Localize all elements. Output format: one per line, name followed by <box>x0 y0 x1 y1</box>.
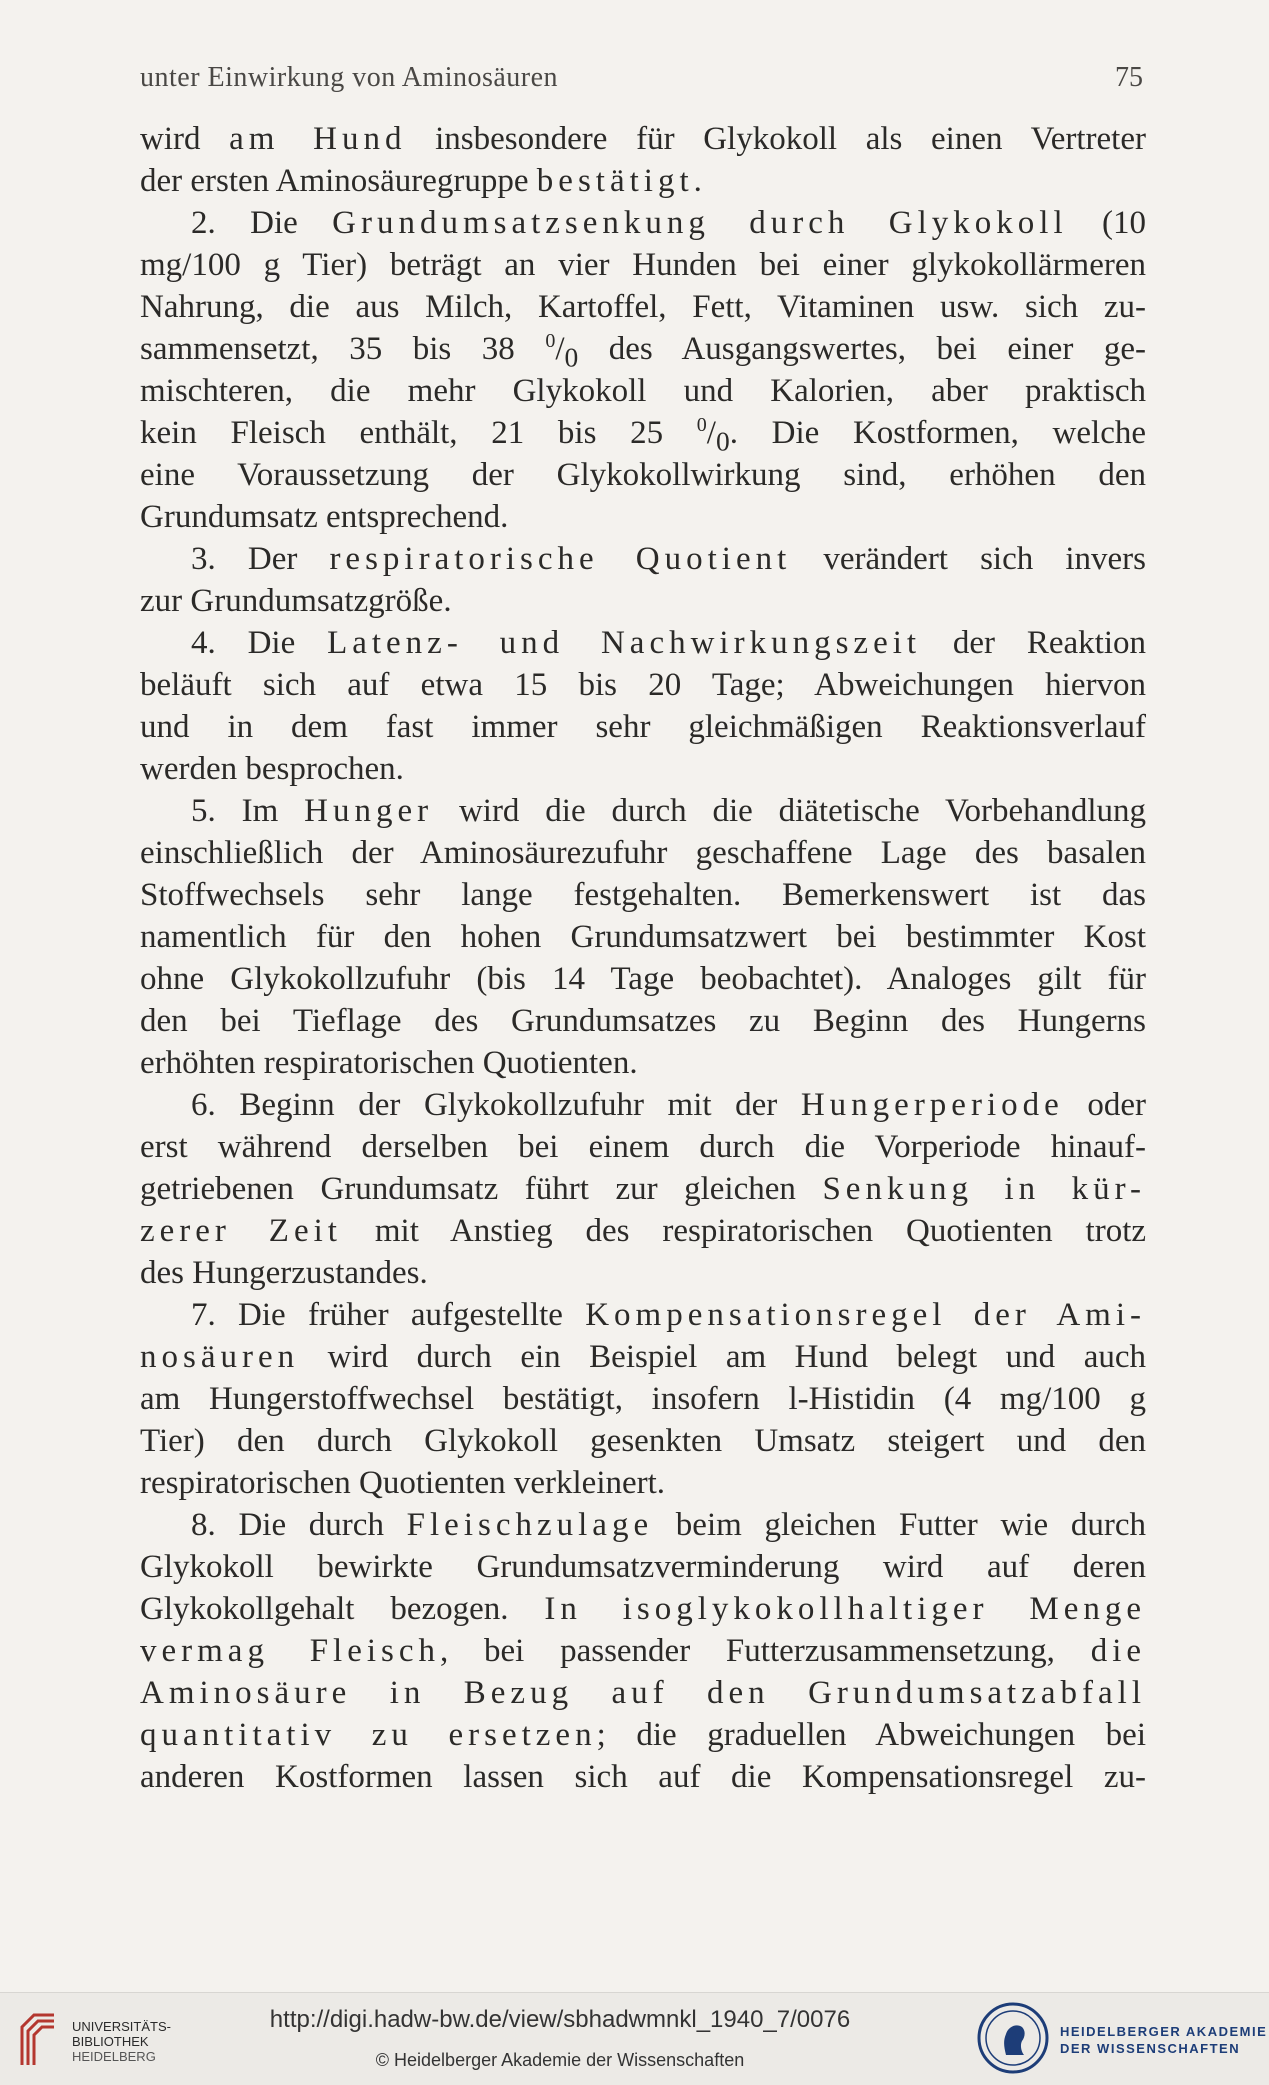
text-segment: am Hungerstoffwechsel bestätigt, insofern l-Histidin (4 mg/100 g <box>140 1381 1146 1417</box>
text-segment: 0 <box>715 425 730 454</box>
text-segment: beläuft sich auf etwa 15 bis 20 Tage; Abweichungen hiervon <box>140 667 1146 703</box>
text-segment: 4. Die <box>191 625 328 661</box>
text-line <box>140 622 1146 664</box>
text-line <box>140 1546 1146 1588</box>
text-line <box>140 1504 1146 1546</box>
text-line <box>140 1252 1146 1294</box>
text-line <box>140 454 1146 496</box>
text-segment: beim gleichen Futter wie durch <box>653 1507 1146 1543</box>
text-segment: sammensetzt, 35 bis 38 <box>140 331 546 367</box>
text-line <box>140 1168 1146 1210</box>
text-segment: mischteren, die mehr Glykokoll und Kalorien, aber praktisch <box>140 373 1146 409</box>
text-segment: werden besprochen. <box>140 751 404 787</box>
emphasized-text: bestätigt <box>536 163 694 199</box>
text-segment: insbesondere für Glykokoll als einen Vertreter <box>406 121 1146 157</box>
text-segment: mit Anstieg des respiratorischen Quotienten trotz <box>341 1213 1146 1249</box>
text-line <box>140 1714 1146 1756</box>
emphasized-text: zerer Zeit <box>140 1213 342 1249</box>
text-segment: oder <box>1063 1087 1146 1123</box>
text-line <box>140 832 1146 874</box>
text-segment: / <box>706 415 716 451</box>
text-line <box>140 1420 1146 1462</box>
text-line <box>140 1000 1146 1042</box>
text-line <box>140 1756 1146 1798</box>
text-line <box>140 328 1146 370</box>
library-name-line-1: UNIVERSITÄTS- <box>72 2019 171 2034</box>
text-line <box>140 1336 1146 1378</box>
emphasized-text: Aminosäure in Bezug auf den Grundumsatzabfall <box>140 1675 1146 1711</box>
emphasized-text: Grundumsatzsenkung durch Glykokoll <box>332 205 1068 241</box>
library-name-line-2: BIBLIOTHEK <box>72 2034 149 2049</box>
text-segment: eine Voraussetzung der Glykokollwirkung sind, erhöhen den <box>140 457 1146 493</box>
text-segment: ohne Glykokollzufuhr (bis 14 Tage beobachtet). Analoges gilt für <box>140 961 1146 997</box>
text-line <box>140 1294 1146 1336</box>
text-segment: den bei Tieflage des Grundumsatzes zu Beginn des Hungerns <box>140 1003 1146 1039</box>
text-segment: 2. Die <box>191 205 333 241</box>
text-segment: 7. Die früher aufgestellte <box>191 1297 586 1333</box>
text-segment: / <box>555 331 565 367</box>
text-segment: der Reaktion <box>921 625 1146 661</box>
emphasized-text: In isoglykokollhaltiger Menge <box>544 1591 1146 1627</box>
emphasized-text: respiratorische Quotient <box>329 541 792 577</box>
academy-seal-icon <box>976 2001 1050 2075</box>
text-line <box>140 1210 1146 1252</box>
text-segment: (10 <box>1067 205 1146 241</box>
text-line <box>140 412 1146 454</box>
text-line <box>140 790 1146 832</box>
emphasized-text: Kompensationsregel der Ami- <box>585 1297 1146 1333</box>
text-line <box>140 916 1146 958</box>
text-line <box>140 496 1146 538</box>
footer-center <box>250 2003 870 2075</box>
text-segment: 0 <box>564 341 579 370</box>
text-line <box>140 1378 1146 1420</box>
text-line <box>140 1126 1146 1168</box>
emphasized-text: Senkung in kür- <box>822 1171 1146 1207</box>
text-line <box>140 286 1146 328</box>
emphasized-text: quantitativ zu ersetzen <box>140 1717 597 1753</box>
text-segment: 8. Die durch <box>191 1507 407 1543</box>
text-line <box>140 748 1146 790</box>
text-segment: zur Grundumsatzgröße. <box>140 583 452 619</box>
emphasized-text: Fleischzulage <box>406 1507 654 1543</box>
emphasized-text: Hunger <box>304 793 434 829</box>
text-line <box>140 160 1146 202</box>
text-segment: . <box>693 163 702 199</box>
text-line <box>140 1462 1146 1504</box>
emphasized-text: Hungerperiode <box>800 1087 1064 1123</box>
copyright-notice: © Heidelberger Akademie der Wissenschaften <box>375 2050 745 2070</box>
text-segment: Nahrung, die aus Milch, Kartoffel, Fett, Vitaminen usw. sich zu- <box>140 289 1146 325</box>
academy-name-line-2: DER WISSENSCHAFTEN <box>1060 2041 1241 2056</box>
text-segment: wird die durch die diätetische Vorbehandlung <box>433 793 1146 829</box>
text-line <box>140 874 1146 916</box>
text-segment: 0 <box>696 414 707 436</box>
text-line <box>140 1630 1146 1672</box>
text-segment: erst während derselben bei einem durch die Vorperiode hinauf- <box>140 1129 1146 1165</box>
academy-name-line-1: HEIDELBERGER AKADEMIE <box>1060 2024 1268 2039</box>
text-line <box>140 580 1146 622</box>
text-segment: respiratorischen Quotienten verkleinert. <box>140 1465 666 1501</box>
text-line <box>140 118 1146 160</box>
text-segment: ; die graduellen Abweichungen bei <box>596 1717 1146 1753</box>
text-segment: 6. Beginn der Glykokollzufuhr mit der <box>191 1087 801 1123</box>
text-segment: getriebenen Grundumsatz führt zur gleichen <box>140 1171 823 1207</box>
text-segment: der ersten Aminosäuregruppe <box>140 163 537 199</box>
emphasized-text: am Hund <box>229 121 407 157</box>
university-library-logo-icon <box>14 2007 66 2069</box>
text-segment: anderen Kostformen lassen sich auf die Kompensationsregel zu- <box>140 1759 1146 1795</box>
library-name-line-3: HEIDELBERG <box>72 2049 156 2064</box>
text-segment: und in dem fast immer sehr gleichmäßigen Reaktionsverlauf <box>140 709 1146 745</box>
footer-bar <box>0 1992 1269 2085</box>
text-segment: . Die Kostformen, welche <box>729 415 1146 451</box>
text-segment: wird <box>140 121 230 157</box>
text-segment: , bei passender Futterzusammensetzung, <box>440 1633 1091 1669</box>
text-segment: namentlich für den hohen Grundumsatzwert bei bestimmter Kost <box>140 919 1146 955</box>
text-line <box>140 370 1146 412</box>
source-url-link[interactable]: http://digi.hadw-bw.de/view/sbhadwmnkl_1940_7/0076 <box>269 2006 851 2033</box>
emphasized-text: vermag Fleisch <box>140 1633 441 1669</box>
text-line <box>140 538 1146 580</box>
text-segment: mg/100 g Tier) beträgt an vier Hunden bei einer glykokollärmeren <box>140 247 1146 283</box>
text-line <box>140 1672 1146 1714</box>
text-segment: 5. Im <box>191 793 305 829</box>
body-text <box>140 118 1146 1798</box>
emphasized-text: Latenz- und Nachwirkungszeit <box>327 625 922 661</box>
text-segment: des Ausgangswertes, bei einer ge- <box>578 331 1146 367</box>
text-line <box>140 1084 1146 1126</box>
emphasized-text: nosäuren <box>140 1339 300 1375</box>
university-library-name <box>72 2019 171 2064</box>
text-segment: 0 <box>545 330 556 352</box>
text-segment: Stoffwechsels sehr lange festgehalten. Bemerkenswert ist das <box>140 877 1146 913</box>
page-number: 75 <box>1115 62 1143 93</box>
text-segment: 3. Der <box>191 541 330 577</box>
text-segment: Glykokollgehalt bezogen. <box>140 1591 545 1627</box>
text-segment: Tier) den durch Glykokoll gesenkten Umsatz steigert und den <box>140 1423 1146 1459</box>
text-segment: erhöhten respiratorischen Quotienten. <box>140 1045 638 1081</box>
text-segment: kein Fleisch enthält, 21 bis 25 <box>140 415 697 451</box>
text-line <box>140 1588 1146 1630</box>
text-segment: wird durch ein Beispiel am Hund belegt und auch <box>299 1339 1146 1375</box>
text-line <box>140 202 1146 244</box>
running-header-title: unter Einwirkung von Aminosäuren <box>140 62 559 93</box>
text-segment: einschließlich der Aminosäurezufuhr geschaffene Lage des basalen <box>140 835 1146 871</box>
text-line <box>140 664 1146 706</box>
text-segment: des Hungerzustandes. <box>140 1255 428 1291</box>
running-header <box>140 62 1143 102</box>
academy-name <box>1060 2023 1267 2057</box>
text-line <box>140 244 1146 286</box>
text-segment: verändert sich invers <box>791 541 1146 577</box>
text-line <box>140 958 1146 1000</box>
text-line <box>140 706 1146 748</box>
text-segment: Grundumsatz entsprechend. <box>140 499 509 535</box>
text-line <box>140 1042 1146 1084</box>
emphasized-text: die <box>1090 1633 1146 1669</box>
text-segment: Glykokoll bewirkte Grundumsatzverminderung wird auf deren <box>140 1549 1146 1585</box>
